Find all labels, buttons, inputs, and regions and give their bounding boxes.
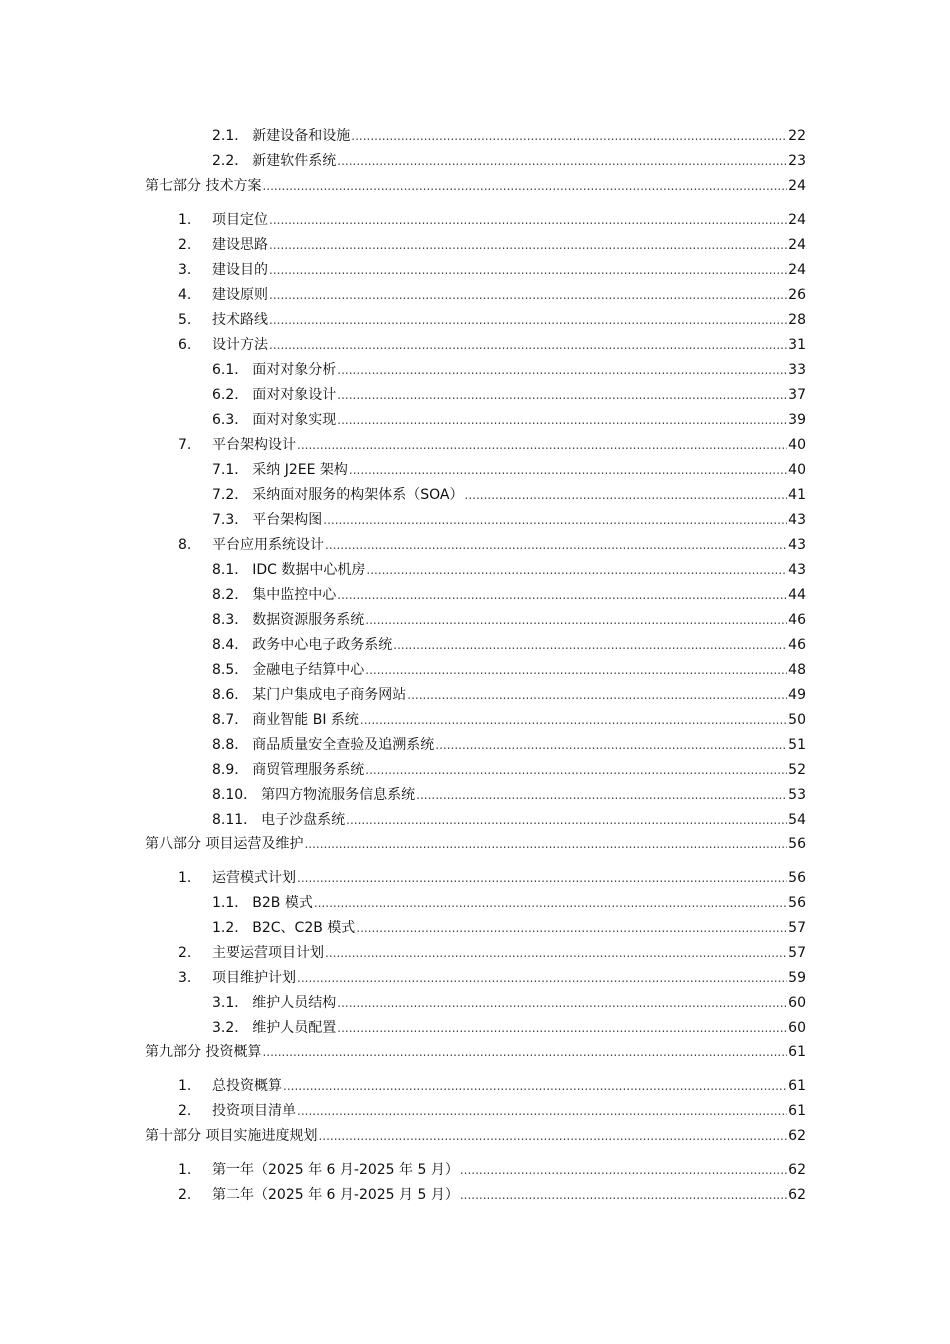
dot-leader [337, 586, 787, 604]
toc-entry-title: 维护人员结构 [252, 995, 337, 1011]
toc-entry-page-number: 41 [788, 487, 806, 503]
toc-entry[interactable] [212, 511, 806, 529]
toc-entry-page-number: 23 [788, 153, 806, 169]
toc-entry-number: 3.2． [212, 1020, 249, 1036]
toc-entry-title: 采纳 J2EE 架构 [252, 462, 348, 478]
toc-entry-number: 7.1． [212, 462, 249, 478]
toc-entry[interactable] [212, 586, 806, 604]
toc-entry[interactable] [178, 1077, 806, 1095]
dot-leader [351, 127, 787, 145]
toc-entry-page-number: 57 [788, 920, 806, 936]
toc-entry-number: 6.1． [212, 362, 249, 378]
toc-entry-number: 2. [178, 1103, 192, 1119]
toc-entry[interactable] [178, 944, 806, 962]
toc-entry-title: 第七部分 技术方案 [145, 178, 262, 194]
toc-entry[interactable] [212, 561, 806, 579]
toc-entry-number: 1. [178, 212, 192, 228]
toc-entry[interactable] [178, 1161, 806, 1179]
toc-entry-title: 商贸管理服务系统 [252, 762, 365, 778]
dot-leader [325, 944, 787, 962]
toc-entry-number: 2.1． [212, 128, 249, 144]
toc-entry-title: 项目定位 [212, 212, 268, 228]
toc-entry-number: 7.3． [212, 512, 249, 528]
toc-entry-number: 2.2． [212, 153, 249, 169]
toc-entry-page-number: 54 [788, 812, 806, 828]
toc-entry[interactable] [212, 386, 806, 404]
toc-entry[interactable] [178, 969, 806, 987]
dot-leader [360, 711, 787, 729]
dot-leader [269, 236, 787, 254]
dot-leader [349, 461, 787, 479]
toc-entry[interactable] [178, 869, 806, 887]
dot-leader [365, 661, 787, 679]
toc-entry[interactable] [145, 835, 806, 853]
dot-leader [269, 286, 787, 304]
toc-entry-number: 1. [178, 870, 192, 886]
toc-entry-title: 电子沙盘系统 [261, 812, 346, 828]
toc-entry[interactable] [212, 786, 806, 804]
toc-entry-number: 6. [178, 337, 192, 353]
toc-entry-number: 7. [178, 437, 192, 453]
toc-entry-title: 设计方法 [212, 337, 268, 353]
toc-entry-page-number: 31 [788, 337, 806, 353]
toc-entry-number: 8.8． [212, 737, 249, 753]
toc-entry[interactable] [212, 636, 806, 654]
toc-entry-page-number: 24 [788, 237, 806, 253]
toc-entry-title: 投资项目清单 [212, 1103, 296, 1119]
dot-leader [304, 835, 787, 853]
toc-entry-number: 8.5． [212, 662, 249, 678]
toc-entry-page-number: 24 [788, 212, 806, 228]
toc-entry-number: 1.2． [212, 920, 249, 936]
toc-entry-title: 面对对象设计 [252, 387, 337, 403]
dot-leader [337, 361, 787, 379]
dot-leader [297, 436, 787, 454]
toc-entry-title: B2C、C2B 模式 [252, 920, 356, 936]
toc-entry-page-number: 56 [788, 836, 806, 852]
toc-entry-number: 8.7． [212, 712, 249, 728]
dot-leader [297, 1102, 787, 1120]
dot-leader [269, 311, 787, 329]
toc-entry-title: 金融电子结算中心 [252, 662, 365, 678]
toc-entry[interactable] [212, 894, 806, 912]
toc-entry-page-number: 37 [788, 387, 806, 403]
toc-entry[interactable] [212, 761, 806, 779]
dot-leader [407, 686, 787, 704]
toc-entry-number: 2. [178, 1187, 192, 1203]
toc-entry[interactable] [178, 436, 806, 454]
toc-entry-title: 运营模式计划 [212, 870, 296, 886]
toc-entry-number: 3. [178, 262, 192, 278]
dot-leader [269, 336, 787, 354]
toc-entry-title: 面对对象实现 [252, 412, 337, 428]
toc-entry-page-number: 49 [788, 687, 806, 703]
toc-entry-title: 平台应用系统设计 [212, 537, 324, 553]
toc-entry-number: 4. [178, 287, 192, 303]
toc-entry[interactable] [212, 611, 806, 629]
toc-entry-page-number: 60 [788, 1020, 806, 1036]
dot-leader [460, 1161, 787, 1179]
toc-entry-number: 1.1． [212, 895, 249, 911]
toc-entry-title: 新建软件系统 [252, 153, 337, 169]
toc-entry-page-number: 48 [788, 662, 806, 678]
toc-entry[interactable] [145, 1043, 806, 1061]
toc-entry-page-number: 60 [788, 995, 806, 1011]
toc-entry-page-number: 51 [788, 737, 806, 753]
toc-entry-title: IDC 数据中心机房 [252, 562, 366, 578]
toc-entry-page-number: 56 [788, 870, 806, 886]
dot-leader [283, 1077, 787, 1095]
toc-entry[interactable] [145, 1127, 806, 1145]
dot-leader [365, 611, 787, 629]
toc-entry-title: 集中监控中心 [252, 587, 337, 603]
toc-entry[interactable] [178, 286, 806, 304]
dot-leader [297, 869, 787, 887]
toc-entry[interactable] [212, 486, 806, 504]
toc-entry-title: 第八部分 项目运营及维护 [145, 836, 304, 852]
toc-entry-page-number: 57 [788, 945, 806, 961]
toc-entry-number: 8.11． [212, 812, 258, 828]
toc-entry-title: 建设目的 [212, 262, 268, 278]
dot-leader [365, 761, 787, 779]
toc-entry-title: 第四方物流服务信息系统 [261, 787, 416, 803]
toc-entry-page-number: 43 [788, 512, 806, 528]
toc-entry-title: 第二年（2025 年 6 月-2025 月 5 月） [212, 1187, 459, 1203]
dot-leader [269, 211, 787, 229]
toc-entry-page-number: 52 [788, 762, 806, 778]
toc-entry[interactable] [212, 127, 806, 145]
toc-entry-title: 某门户集成电子商务网站 [252, 687, 407, 703]
toc-entry-title: 新建设备和设施 [252, 128, 351, 144]
toc-entry[interactable] [212, 1019, 806, 1037]
toc-entry-number: 8.10． [212, 787, 258, 803]
toc-entry-number: 5. [178, 312, 192, 328]
toc-entry-page-number: 46 [788, 612, 806, 628]
toc-entry-number: 7.2． [212, 487, 249, 503]
toc-entry-title: 面对对象分析 [252, 362, 337, 378]
toc-entry[interactable] [178, 536, 806, 554]
toc-entry-number: 2. [178, 237, 192, 253]
toc-entry[interactable] [178, 211, 806, 229]
dot-leader [435, 736, 787, 754]
toc-entry-page-number: 59 [788, 970, 806, 986]
toc-entry[interactable] [212, 711, 806, 729]
toc-entry-number: 6.3． [212, 412, 249, 428]
dot-leader [323, 511, 787, 529]
dot-leader [393, 636, 787, 654]
toc-entry-number: 3. [178, 970, 192, 986]
toc-entry-number: 8.1． [212, 562, 249, 578]
toc-entry-title: 商业智能 BI 系统 [252, 712, 359, 728]
toc-entry-title: 总投资概算 [212, 1078, 282, 1094]
dot-leader [269, 261, 787, 279]
dot-leader [460, 1186, 787, 1204]
toc-entry-title: 平台架构设计 [212, 437, 296, 453]
toc-entry[interactable] [178, 1102, 806, 1120]
toc-entry-page-number: 24 [788, 178, 806, 194]
dot-leader [337, 994, 787, 1012]
toc-entry-page-number: 43 [788, 562, 806, 578]
toc-entry-title: 项目维护计划 [212, 970, 296, 986]
dot-leader [337, 1019, 787, 1037]
toc-entry-page-number: 62 [788, 1187, 806, 1203]
toc-entry-title: 主要运营项目计划 [212, 945, 324, 961]
toc-entry-page-number: 22 [788, 128, 806, 144]
dot-leader [337, 386, 787, 404]
dot-leader [356, 919, 787, 937]
dot-leader [366, 561, 787, 579]
toc-entry-title: 第十部分 项目实施进度规划 [145, 1128, 318, 1144]
dot-leader [262, 1043, 787, 1061]
toc-entry[interactable] [145, 177, 806, 195]
toc-entry-number: 1. [178, 1162, 192, 1178]
toc-entry-title: 政务中心电子政务系统 [252, 637, 393, 653]
toc-entry[interactable] [178, 261, 806, 279]
toc-entry-number: 8.4． [212, 637, 249, 653]
toc-entry[interactable] [212, 686, 806, 704]
toc-entry[interactable] [212, 919, 806, 937]
dot-leader [346, 811, 787, 829]
toc-entry-title: 建设思路 [212, 237, 268, 253]
toc-entry-title: 建设原则 [212, 287, 268, 303]
dot-leader [262, 177, 787, 195]
dot-leader [337, 411, 787, 429]
dot-leader [318, 1127, 787, 1145]
toc-entry[interactable] [212, 152, 806, 170]
toc-entry-page-number: 61 [788, 1044, 806, 1060]
dot-leader [465, 486, 788, 504]
toc-entry-title: 技术路线 [212, 312, 268, 328]
toc-entry-page-number: 56 [788, 895, 806, 911]
toc-entry[interactable] [178, 236, 806, 254]
dot-leader [297, 969, 787, 987]
toc-entry[interactable] [178, 311, 806, 329]
dot-leader [325, 536, 787, 554]
dot-leader [314, 894, 787, 912]
toc-entry-page-number: 61 [788, 1103, 806, 1119]
toc-entry-page-number: 24 [788, 262, 806, 278]
toc-entry-title: 数据资源服务系统 [252, 612, 365, 628]
toc-entry-page-number: 62 [788, 1128, 806, 1144]
toc-entry-page-number: 50 [788, 712, 806, 728]
toc-entry-page-number: 26 [788, 287, 806, 303]
toc-entry-number: 8.3． [212, 612, 249, 628]
dot-leader [416, 786, 787, 804]
toc-entry-title: 第一年（2025 年 6 月-2025 年 5 月） [212, 1162, 459, 1178]
toc-entry-number: 8.9． [212, 762, 249, 778]
toc-entry-page-number: 40 [788, 462, 806, 478]
toc-entry-page-number: 44 [788, 587, 806, 603]
toc-entry-number: 2. [178, 945, 192, 961]
toc-entry[interactable] [212, 461, 806, 479]
toc-entry-number: 1. [178, 1078, 192, 1094]
toc-entry-title: 商品质量安全查验及追溯系统 [252, 737, 435, 753]
toc-entry[interactable] [212, 411, 806, 429]
toc-entry-number: 8.6． [212, 687, 249, 703]
toc-entry-page-number: 62 [788, 1162, 806, 1178]
toc-entry[interactable] [212, 994, 806, 1012]
dot-leader [337, 152, 787, 170]
toc-entry[interactable] [178, 336, 806, 354]
toc-entry[interactable] [212, 661, 806, 679]
toc-entry[interactable] [212, 736, 806, 754]
toc-entry-page-number: 33 [788, 362, 806, 378]
toc-entry-page-number: 61 [788, 1078, 806, 1094]
toc-entry-title: 第九部分 投资概算 [145, 1044, 262, 1060]
toc-entry-page-number: 43 [788, 537, 806, 553]
toc-entry-page-number: 46 [788, 637, 806, 653]
toc-entry-number: 6.2． [212, 387, 249, 403]
toc-entry[interactable] [212, 811, 806, 829]
toc-entry[interactable] [212, 361, 806, 379]
toc-entry-number: 8.2． [212, 587, 249, 603]
toc-entry[interactable] [178, 1186, 806, 1204]
toc-entry-page-number: 53 [788, 787, 806, 803]
toc-entry-page-number: 40 [788, 437, 806, 453]
toc-entry-number: 8. [178, 537, 192, 553]
toc-entry-number: 3.1． [212, 995, 249, 1011]
toc-entry-title: 平台架构图 [252, 512, 323, 528]
toc-entry-page-number: 39 [788, 412, 806, 428]
toc-entry-title: 采纳面对服务的构架体系（SOA） [252, 487, 464, 503]
toc-entry-title: 维护人员配置 [252, 1020, 337, 1036]
toc-entry-title: B2B 模式 [252, 895, 313, 911]
toc-entry-page-number: 28 [788, 312, 806, 328]
